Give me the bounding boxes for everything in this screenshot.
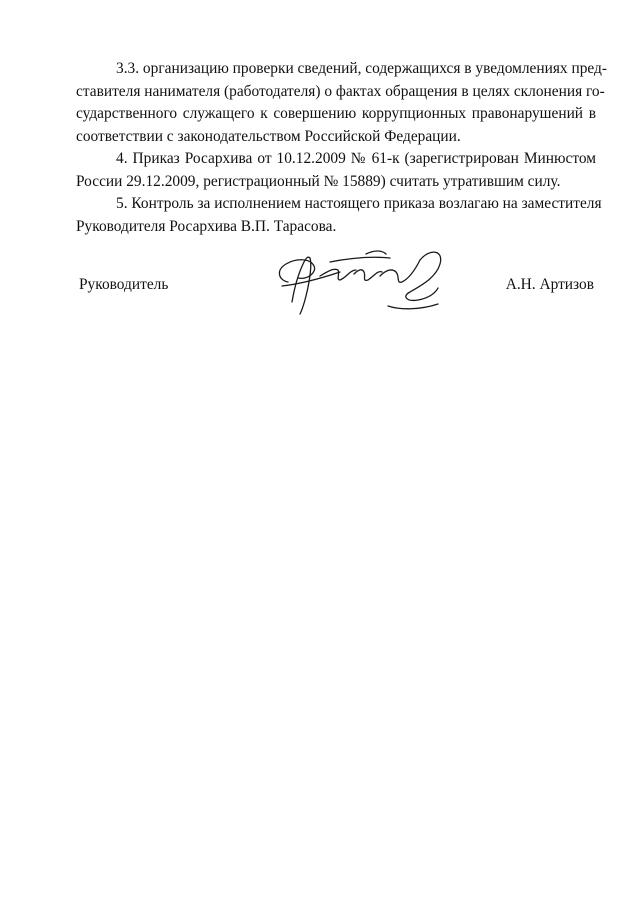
text-line: сударственного служащего к совершению коррупционных правонарушений в <box>76 105 596 122</box>
text-line: ставителя нанимателя (работодателя) о фактах обращения в целях склонения го- <box>76 82 605 100</box>
text-line: 5. Контроль за исполнением настоящего приказа возлагаю на заместителя <box>116 195 602 212</box>
text-line: 3.3. организацию проверки сведений, содержащихся в уведомлениях пред- <box>116 60 607 77</box>
document-body <box>76 58 607 238</box>
text-line: 4. Приказ Росархива от 10.12.2009 № 61-к (зарегистрирован Минюстом <box>116 150 596 167</box>
paragraph-item-5 <box>76 193 602 238</box>
text-line: России 29.12.2009, регистрационный № 15889) считать утратившим силу. <box>76 172 561 190</box>
handwritten-signature-icon <box>270 240 450 320</box>
paragraph-item-3-3 <box>76 58 607 148</box>
paragraph-item-4 <box>76 148 596 193</box>
signatory-title: Руководитель <box>79 276 169 293</box>
signatory-name: А.Н. Артизов <box>505 276 594 293</box>
text-line: Руководителя Росархива В.П. Тарасова. <box>76 217 337 235</box>
text-line: соответствии с законодательством Российской Федерации. <box>76 127 461 145</box>
